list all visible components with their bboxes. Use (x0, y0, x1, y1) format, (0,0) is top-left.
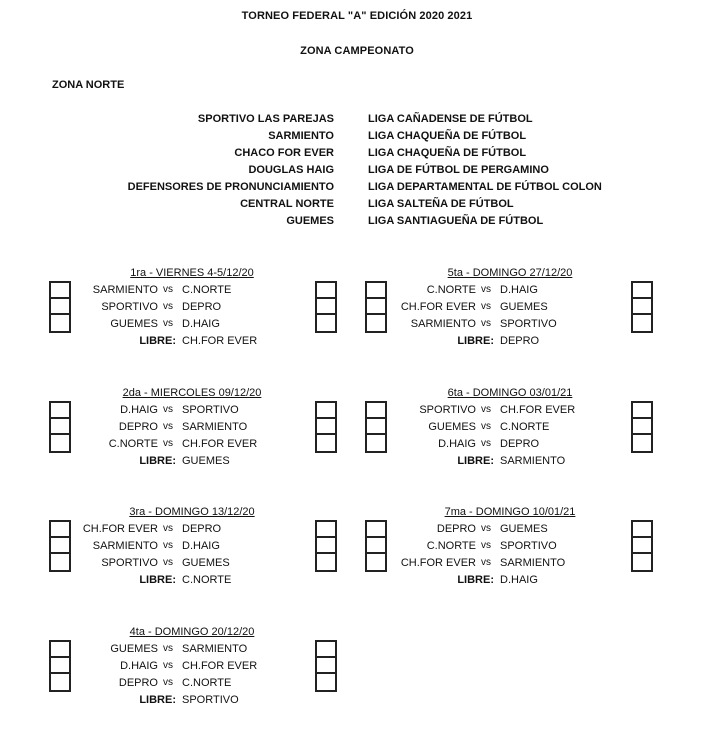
round-6-block (390, 387, 630, 477)
match-vs: vs (163, 318, 173, 329)
match-row (72, 660, 312, 677)
libre-row (72, 694, 312, 711)
match-away-team: SARMIENTO (500, 557, 566, 569)
round-title: 1ra - VIERNES 4-5/12/20 (130, 267, 254, 279)
match-row (72, 421, 312, 438)
match-away-team: SARMIENTO (182, 421, 248, 433)
team-name: CENTRAL NORTE (240, 198, 334, 210)
score-boxes-home (49, 281, 71, 333)
match-away-team: CH.FOR EVER (182, 438, 258, 450)
round-2-block (72, 387, 312, 477)
zone-label: ZONA NORTE (52, 79, 125, 91)
match-row (72, 301, 312, 318)
team-league: LIGA CAÑADENSE DE FÚTBOL (368, 113, 533, 125)
libre-row (390, 335, 630, 352)
team-league: LIGA SALTEÑA DE FÚTBOL (368, 198, 514, 210)
team-league: LIGA SANTIAGUEÑA DE FÚTBOL (368, 215, 544, 227)
team-league: LIGA CHAQUEÑA DE FÚTBOL (368, 147, 527, 159)
match-away-team: SPORTIVO (182, 404, 239, 416)
match-row (390, 301, 630, 318)
match-vs: vs (481, 540, 491, 551)
match-away-team: C.NORTE (182, 284, 232, 296)
match-home-team: D.HAIG (120, 404, 158, 416)
match-home-team: CH.FOR EVER (400, 301, 476, 313)
match-away-team: C.NORTE (182, 677, 232, 689)
libre-label: LIBRE: (457, 335, 494, 347)
round-title: 3ra - DOMINGO 13/12/20 (129, 506, 255, 518)
match-away-team: SARMIENTO (182, 643, 248, 655)
match-row (72, 284, 312, 301)
match-vs: vs (481, 318, 491, 329)
team-name: SPORTIVO LAS PAREJAS (197, 113, 334, 125)
match-home-team: C.NORTE (426, 284, 476, 296)
round-4-block (72, 626, 312, 716)
score-boxes-away (315, 640, 337, 692)
team-league: LIGA DEPARTAMENTAL DE FÚTBOL COLON (368, 181, 602, 193)
match-row (390, 540, 630, 557)
round-title: 7ma - DOMINGO 10/01/21 (444, 506, 576, 518)
match-away-team: D.HAIG (182, 318, 220, 330)
match-row (390, 557, 630, 574)
match-vs: vs (163, 404, 173, 415)
match-home-team: D.HAIG (438, 438, 476, 450)
match-home-team: CH.FOR EVER (82, 523, 158, 535)
score-boxes-away (315, 401, 337, 453)
match-away-team: CH.FOR EVER (500, 404, 576, 416)
document-title: TORNEO FEDERAL "A" EDICIÓN 2020 2021 (241, 10, 473, 22)
match-away-team: D.HAIG (500, 284, 538, 296)
libre-label: LIBRE: (139, 335, 176, 347)
libre-team: SARMIENTO (500, 455, 566, 467)
score-boxes-away (631, 401, 653, 453)
match-away-team: SPORTIVO (500, 540, 557, 552)
match-away-team: DEPRO (182, 301, 222, 313)
round-title: 4ta - DOMINGO 20/12/20 (129, 626, 255, 638)
match-row (72, 404, 312, 421)
match-home-team: SPORTIVO (101, 557, 158, 569)
team-name: CHACO FOR EVER (234, 147, 334, 159)
score-boxes-away (631, 520, 653, 572)
team-name: SARMIENTO (268, 130, 334, 142)
match-vs: vs (163, 284, 173, 295)
match-away-team: GUEMES (500, 301, 548, 313)
match-home-team: CH.FOR EVER (400, 557, 476, 569)
match-vs: vs (481, 557, 491, 568)
libre-label: LIBRE: (139, 455, 176, 467)
match-row (390, 523, 630, 540)
match-vs: vs (163, 301, 173, 312)
match-home-team: DEPRO (118, 677, 158, 689)
match-row (72, 643, 312, 660)
libre-row (72, 335, 312, 352)
libre-label: LIBRE: (457, 574, 494, 586)
match-row (72, 523, 312, 540)
round-title: 5ta - DOMINGO 27/12/20 (447, 267, 573, 279)
libre-label: LIBRE: (457, 455, 494, 467)
libre-row (72, 455, 312, 472)
match-vs: vs (163, 421, 173, 432)
team-row (0, 181, 714, 198)
match-home-team: C.NORTE (426, 540, 476, 552)
libre-team: C.NORTE (182, 574, 232, 586)
match-away-team: SPORTIVO (500, 318, 557, 330)
match-vs: vs (163, 540, 173, 551)
match-row (390, 318, 630, 335)
libre-row (390, 574, 630, 591)
team-row (0, 147, 714, 164)
team-league: LIGA CHAQUEÑA DE FÚTBOL (368, 130, 527, 142)
match-vs: vs (163, 523, 173, 534)
score-boxes-away (315, 281, 337, 333)
team-name: DOUGLAS HAIG (248, 164, 334, 176)
team-row (0, 113, 714, 130)
match-vs: vs (163, 643, 173, 654)
team-row (0, 164, 714, 181)
match-home-team: SARMIENTO (92, 284, 158, 296)
match-row (72, 540, 312, 557)
libre-label: LIBRE: (139, 574, 176, 586)
match-home-team: GUEMES (110, 318, 158, 330)
match-home-team: SARMIENTO (410, 318, 476, 330)
round-5-block (390, 267, 630, 357)
match-away-team: DEPRO (500, 438, 540, 450)
libre-label: LIBRE: (139, 694, 176, 706)
match-row (390, 284, 630, 301)
match-home-team: DEPRO (118, 421, 158, 433)
round-title: 6ta - DOMINGO 03/01/21 (447, 387, 573, 399)
score-boxes-home (365, 281, 387, 333)
match-row (390, 404, 630, 421)
team-row (0, 198, 714, 215)
score-boxes-home (49, 640, 71, 692)
team-league: LIGA DE FÚTBOL DE PERGAMINO (368, 164, 549, 176)
match-home-team: SARMIENTO (92, 540, 158, 552)
match-vs: vs (481, 438, 491, 449)
score-boxes-away (315, 520, 337, 572)
score-boxes-away (631, 281, 653, 333)
match-vs: vs (481, 404, 491, 415)
round-title: 2da - MIERCOLES 09/12/20 (122, 387, 262, 399)
libre-team: DEPRO (500, 335, 540, 347)
match-row (72, 438, 312, 455)
match-vs: vs (163, 557, 173, 568)
score-boxes-home (365, 401, 387, 453)
libre-team: CH.FOR EVER (182, 335, 258, 347)
match-vs: vs (163, 677, 173, 688)
match-row (72, 557, 312, 574)
match-vs: vs (481, 301, 491, 312)
document-subtitle: ZONA CAMPEONATO (300, 45, 414, 57)
match-row (72, 318, 312, 335)
score-boxes-home (49, 401, 71, 453)
match-home-team: SPORTIVO (419, 404, 476, 416)
libre-team: D.HAIG (500, 574, 538, 586)
match-home-team: GUEMES (110, 643, 158, 655)
libre-team: GUEMES (182, 455, 230, 467)
match-away-team: GUEMES (182, 557, 230, 569)
match-home-team: D.HAIG (120, 660, 158, 672)
round-1-block (72, 267, 312, 357)
match-row (72, 677, 312, 694)
match-home-team: DEPRO (436, 523, 476, 535)
team-name: DEFENSORES DE PRONUNCIAMIENTO (127, 181, 334, 193)
match-away-team: D.HAIG (182, 540, 220, 552)
match-away-team: GUEMES (500, 523, 548, 535)
team-row (0, 130, 714, 147)
match-vs: vs (481, 284, 491, 295)
match-away-team: CH.FOR EVER (182, 660, 258, 672)
match-home-team: SPORTIVO (101, 301, 158, 313)
match-vs: vs (163, 660, 173, 671)
match-vs: vs (163, 438, 173, 449)
score-boxes-home (49, 520, 71, 572)
match-home-team: C.NORTE (108, 438, 158, 450)
match-row (390, 421, 630, 438)
match-away-team: DEPRO (182, 523, 222, 535)
match-home-team: GUEMES (428, 421, 476, 433)
match-away-team: C.NORTE (500, 421, 550, 433)
team-row (0, 215, 714, 232)
libre-team: SPORTIVO (182, 694, 239, 706)
round-7-block (390, 506, 630, 596)
match-vs: vs (481, 421, 491, 432)
match-vs: vs (481, 523, 491, 534)
round-3-block (72, 506, 312, 596)
score-boxes-home (365, 520, 387, 572)
libre-row (72, 574, 312, 591)
libre-row (390, 455, 630, 472)
team-name: GUEMES (286, 215, 334, 227)
match-row (390, 438, 630, 455)
